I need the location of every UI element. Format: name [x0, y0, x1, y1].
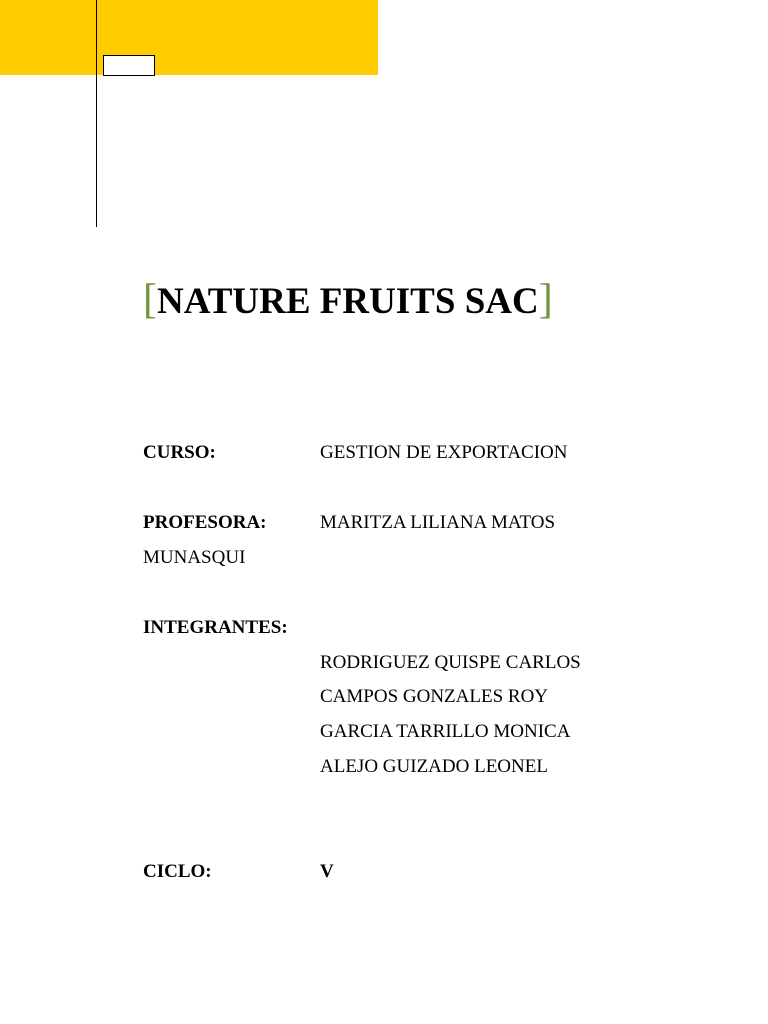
title-text: NATURE FRUITS SAC	[157, 281, 539, 322]
document-title	[143, 270, 553, 332]
integrantes-label: INTEGRANTES:	[143, 617, 288, 638]
header-vertical-rule	[96, 0, 97, 227]
member-item: RODRIGUEZ QUISPE CARLOS	[320, 652, 581, 673]
ciclo-label: CICLO:	[143, 861, 212, 882]
curso-label: CURSO:	[143, 442, 216, 463]
curso-value: GESTION DE EXPORTACION	[320, 442, 568, 463]
header-small-box	[103, 55, 155, 76]
profesora-label: PROFESORA:	[143, 512, 267, 533]
profesora-value-line1: MARITZA LILIANA MATOS	[320, 512, 556, 533]
header-yellow-band	[0, 0, 378, 75]
profesora-value-line2: MUNASQUI	[143, 547, 246, 568]
member-item: GARCIA TARRILLO MONICA	[320, 721, 571, 742]
title-close-bracket: ]	[538, 277, 553, 323]
member-item: CAMPOS GONZALES ROY	[320, 686, 549, 707]
member-item: ALEJO GUIZADO LEONEL	[320, 756, 548, 777]
title-open-bracket: [	[143, 277, 157, 323]
ciclo-value: V	[320, 861, 334, 882]
